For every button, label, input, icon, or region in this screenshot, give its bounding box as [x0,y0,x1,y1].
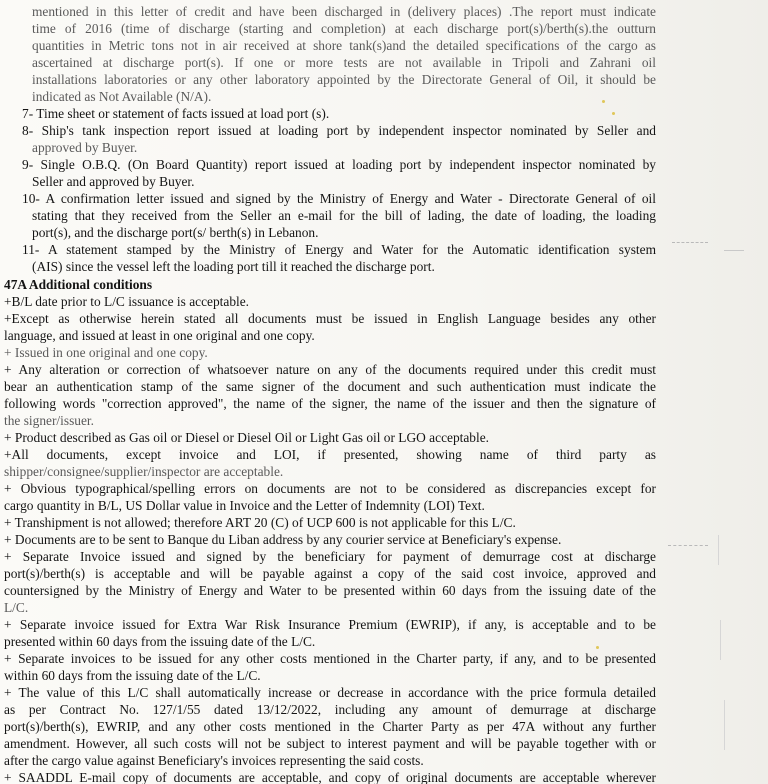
text-line: indicated as Not Available (N/A). [32,89,212,104]
condition-item: +All documents, except invoice and LOI, if presented, showing name of third party as [4,447,656,462]
text-line: the signer/issuer. [4,413,95,428]
scan-mark [596,646,599,649]
text-line: port(s)/berth(s), EWRIP, and any other costs mentioned in the Charter Party as per 47A without any further [4,719,656,734]
text-line: following words "correction approved", the name of the signer, the name of the issuer and then the signature of [4,396,656,411]
list-item: 8- Ship's tank inspection report issued at loading port by independent inspector nominated by Seller and [22,123,656,138]
condition-item: + Separate invoice issued for Extra War Risk Insurance Premium (EWRIP), if any, is acceptable and to be [4,617,656,632]
condition-item: + Separate invoices to be issued for any other costs mentioned in the Charter party, if any, and to be presented [4,651,656,666]
text-line: port(s)/berth(s) is acceptable and will be payable against a copy of the said cost invoice, approved and [4,566,656,581]
condition-item: + Any alteration or correction of whatsoever nature on any of the documents required under this credit must [4,362,656,377]
text-line: within 60 days from the issuing date of the L/C. [4,668,261,683]
condition-item: + Product described as Gas oil or Diesel or Diesel Oil or Light Gas oil or LGO acceptable. [4,430,490,445]
scan-mark [724,250,744,251]
text-line: installations laboratories or any other laboratory appointed by the Directorate General of Oil, it should be [32,72,656,87]
text-line: after the cargo value against Beneficiary's invoices representing the said costs. [4,753,424,768]
text-line: presented within 60 days from the issuing date of the L/C. [4,634,316,649]
section-heading: 47A Additional conditions [4,277,153,292]
text-line: mentioned in this letter of credit and have been discharged in (delivery places) .The report must indicate [32,4,656,19]
condition-item: + Issued in one original and one copy. [4,345,208,360]
text-line: Seller and approved by Buyer. [32,174,195,189]
scan-mark [668,545,708,547]
condition-item: + Obvious typographical/spelling errors on documents are not to be considered as discrepancies except for [4,481,656,496]
text-line: port(s), and the discharge port(s/ berth(s) in Lebanon. [32,225,319,240]
text-line: shipper/consignee/supplier/inspector are acceptable. [4,464,284,479]
scan-mark [672,242,708,244]
text-line: L/C. [4,600,29,615]
condition-item: +Except as otherwise herein stated all documents must be issued in English Language besides any other [4,311,656,326]
scan-mark [720,620,721,660]
text-line: (AIS) since the vessel left the loading port till it reached the discharge port. [32,259,435,274]
text-line: bear an authentication stamp of the same signer of the document and such authentication must indicate the [4,379,656,394]
condition-item: + Separate Invoice issued and signed by the beneficiary for payment of demurrage cost at discharge [4,549,656,564]
condition-item: + The value of this L/C shall automatically increase or decrease in accordance with the price formula detailed [4,685,656,700]
list-item: 9- Single O.B.Q. (On Board Quantity) report issued at loading port by independent inspector nominated by [22,157,656,172]
text-line: as per Contract No. 127/1/55 dated 13/12/2022, including any amount of demurrage at discharge [4,702,656,717]
condition-item: + Documents are to be sent to Banque du Liban address by any courier service at Beneficiary's expense. [4,532,562,547]
list-item: 11- A statement stamped by the Ministry of Energy and Water for the Automatic identification system [22,242,656,257]
text-line: approved by Buyer. [32,140,138,155]
text-line: ascertained at discharge port(s). If one or more tests are not available in Tripoli and Zahrani oil [32,55,656,70]
condition-item: + SAADDL E-mail copy of documents are acceptable, and copy of original documents are acceptable wherever [4,770,656,784]
list-item: 10- A confirmation letter issued and signed by the Ministry of Energy and Water - Directorate General of oil [22,191,656,206]
condition-item: +B/L date prior to L/C issuance is acceptable. [4,294,250,309]
list-item: 7- Time sheet or statement of facts issued at load port (s). [22,106,330,121]
scan-mark [612,112,615,115]
scan-mark [602,100,605,103]
text-line: language, and issued at least in one original and one copy. [4,328,315,343]
text-line: amendment. However, all such costs will not be subject to interest payment and will be payable together with or [4,736,656,751]
text-line: quantities in Metric tons not in air received at shore tank(s)and the detailed specifications of the cargo as [32,38,656,53]
text-line: countersigned by the Ministry of Energy and Water to be presented within 60 days from the issuing date of the [4,583,656,598]
text-line: cargo quantity in B/L, US Dollar value in Invoice and the Letter of Indemnity (LOI) Text. [4,498,485,513]
scan-mark [718,535,719,565]
text-line: time of 2016 (time of discharge (starting and completion) at each discharge port(s)/berth(s).the outturn [32,21,656,36]
scan-mark [724,700,725,750]
condition-item: + Transhipment is not allowed; therefore ART 20 (C) of UCP 600 is not applicable for this L/C. [4,515,516,530]
text-line: stating that they received from the Seller an e-mail for the bill of lading, the date of loading, the loading [32,208,656,223]
